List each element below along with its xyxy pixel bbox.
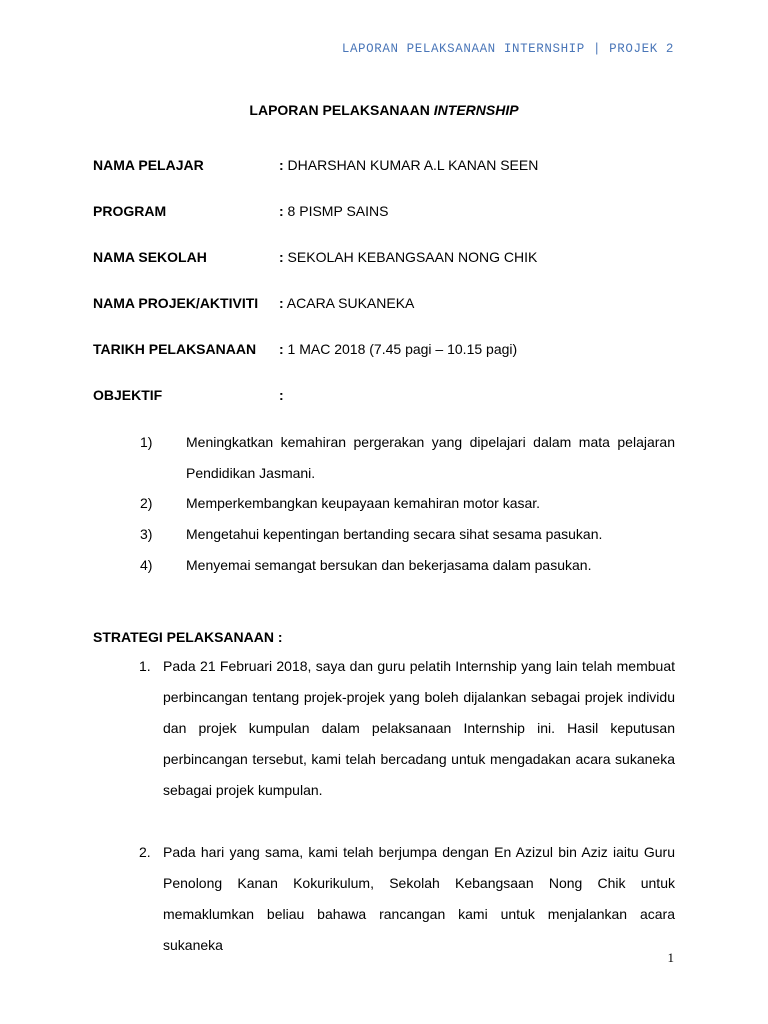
field-value: : SEKOLAH KEBANGSAAN NONG CHIK: [279, 249, 538, 265]
field-label: NAMA SEKOLAH: [93, 249, 207, 265]
strategy-heading: STRATEGI PELAKSANAAN :: [93, 629, 283, 645]
objective-number: 4): [140, 557, 153, 573]
running-header: LAPORAN PELAKSANAAN INTERNSHIP | PROJEK 2: [341, 42, 674, 56]
paragraph-number: 1.: [139, 658, 151, 674]
paragraph-text: Pada 21 Februari 2018, saya dan guru pelatih Internship yang lain telah membuat perbincangan tentang projek-projek yang boleh dijalankan sebagai projek individu dan projek kumpulan dalam pelaksanaan Internship ini. Hasil keputusan perbincangan tersebut, kami telah bercadang untuk mengadakan acara sukaneka sebagai projek kumpulan.: [163, 658, 675, 798]
field-label: PROGRAM: [93, 203, 167, 219]
objective-text: Mengetahui kepentingan bertanding secara sihat sesama pasukan.: [186, 526, 603, 542]
field-value: : ACARA SUKANEKA: [279, 295, 415, 311]
objective-text: Memperkembangkan keupayaan kemahiran motor kasar.: [186, 495, 541, 511]
objective-number: 1): [140, 434, 153, 450]
title-main: LAPORAN PELAKSANAAN: [249, 102, 434, 118]
objective-number: 2): [140, 495, 153, 511]
page-number: 1: [667, 950, 674, 965]
paragraph-text: Pada hari yang sama, kami telah berjumpa dengan En Azizul bin Aziz iaitu Guru Penolong Kanan Kokurikulum, Sekolah Kebangsaan Nong Chik untuk memaklumkan beliau bahawa rancangan kami untuk menjalankan acara sukaneka: [163, 844, 675, 953]
objective-text: Menyemai semangat bersukan dan bekerjasama dalam pasukan.: [186, 557, 592, 573]
field-label: NAMA PELAJAR: [93, 157, 204, 173]
field-value: : 1 MAC 2018 (7.45 pagi – 10.15 pagi): [279, 341, 518, 357]
field-value: :: [279, 387, 284, 403]
field-value: : DHARSHAN KUMAR A.L KANAN SEEN: [279, 157, 539, 173]
field-label: OBJEKTIF: [93, 387, 163, 403]
field-value: : 8 PISMP SAINS: [279, 203, 389, 219]
paragraph-number: 2.: [139, 844, 151, 860]
document-title: [0, 102, 768, 118]
objective-number: 3): [140, 526, 153, 542]
title-italic: INTERNSHIP: [433, 102, 519, 118]
field-label: NAMA PROJEK/AKTIVITI: [93, 295, 259, 311]
objective-text: Meningkatkan kemahiran pergerakan yang dipelajari dalam mata pelajaran Pendidikan Jasmani.: [186, 434, 675, 481]
field-label: TARIKH PELAKSANAAN: [93, 341, 257, 357]
